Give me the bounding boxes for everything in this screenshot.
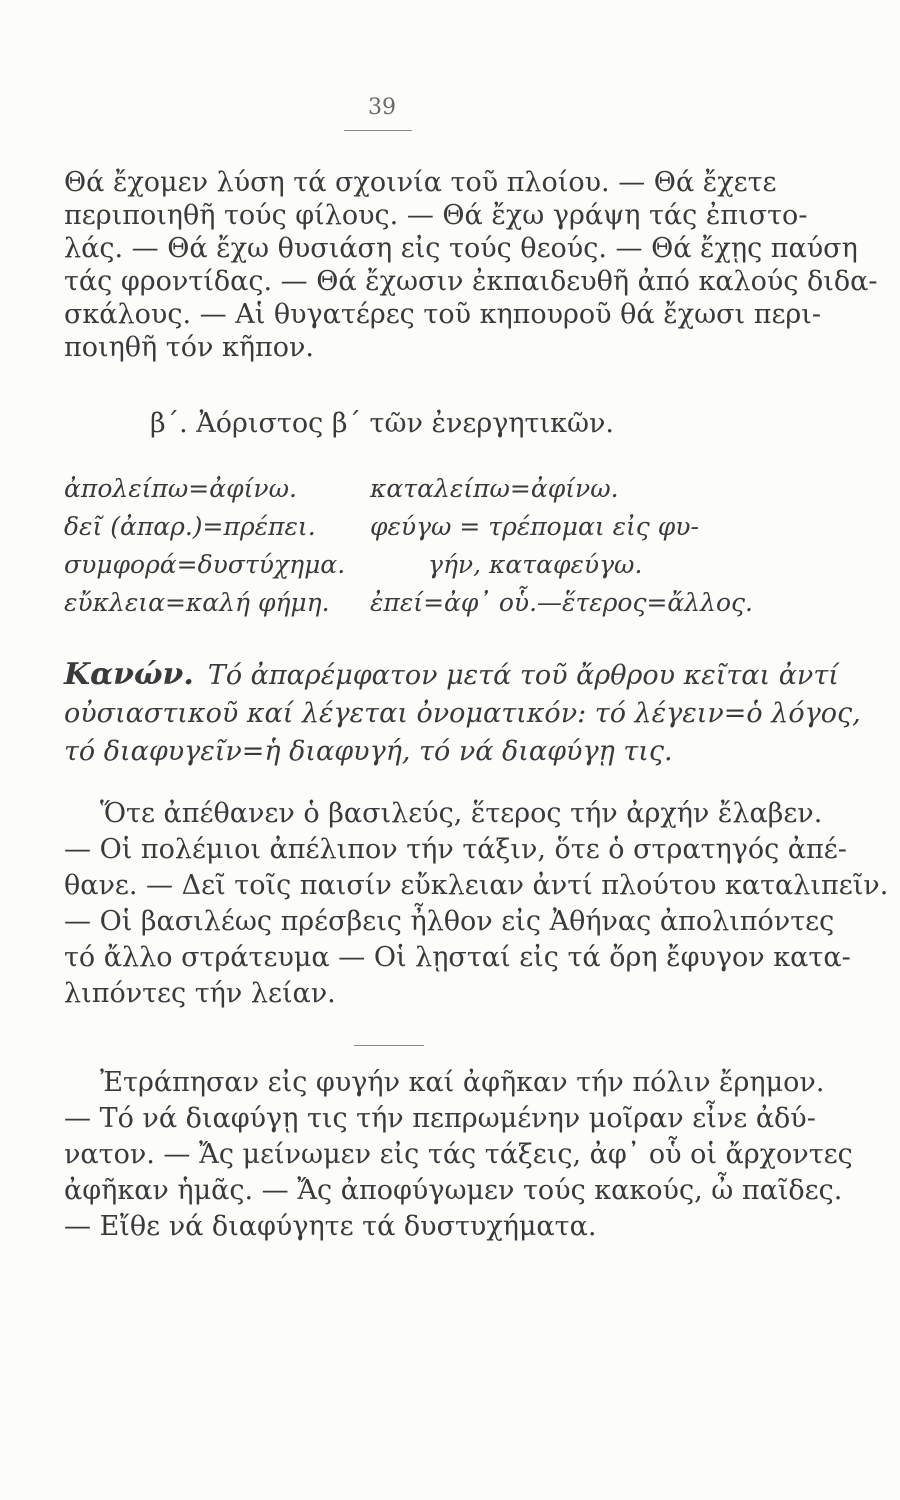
rule-line: οὐσιαστικοῦ καί λέγεται ὀνοματικόν: τό λέγειν=ὁ λόγος, xyxy=(64,698,861,729)
vocabulary-right-column xyxy=(370,470,770,622)
intro-paragraph xyxy=(64,166,878,364)
page-number-rule xyxy=(344,130,412,131)
section-heading: β΄. Ἀόριστος β΄ τῶν ἐνεργητικῶν. xyxy=(150,408,614,439)
vocabulary-entry: συμφορά=δυστύχημα. xyxy=(64,550,346,579)
text-line: — Οἱ βασιλέως πρέσβεις ἦλθον εἰς Ἀθήνας ἀπολιπόντες xyxy=(64,906,835,937)
rule-line: τό διαφυγεῖν=ἡ διαφυγή, τό νά διαφύγῃ τις. xyxy=(64,736,673,767)
text-line: ποιηθῆ τόν κῆπον. xyxy=(64,332,315,363)
page-number: 39 xyxy=(368,95,396,120)
section-divider xyxy=(354,1045,424,1046)
text-line: νατον. — Ἄς μείνωμεν εἰς τάς τάξεις, ἀφ᾽ οὗ οἱ ἄρχοντες xyxy=(64,1139,853,1170)
text-line: ἀφῆκαν ἡμᾶς. — Ἄς ἀποφύγωμεν τούς κακούς, ὦ παῖδες. xyxy=(64,1175,843,1206)
text-line: σκάλους. — Αἱ θυγατέρες τοῦ κηπουροῦ θά ἔχωσι περι- xyxy=(64,299,822,330)
text-line: Ἐτράπησαν εἰς φυγήν καί ἀφῆκαν τήν πόλιν ἔρημον. xyxy=(100,1067,825,1098)
rule-line xyxy=(64,656,839,695)
text-line: Θά ἔχομεν λύση τά σχοινία τοῦ πλοίου. — Θά ἔχετε xyxy=(64,167,777,198)
text-line: Ὅτε ἀπέθανεν ὁ βασιλεύς, ἕτερος τήν ἀρχήν ἔλαβεν. xyxy=(100,798,823,829)
vocabulary-entry: φεύγω = τρέπομαι εἰς φυ- xyxy=(370,512,699,541)
exercise-paragraph-1 xyxy=(64,796,889,1012)
text-line: λιπόντες τήν λείαν. xyxy=(64,978,336,1009)
text-line: λάς. — Θά ἔχω θυσιάση εἰς τούς θεούς. — Θά ἔχῃς παύση xyxy=(64,233,858,264)
vocabulary-entry: δεῖ (ἀπαρ.)=πρέπει. xyxy=(64,512,316,541)
rule-paragraph xyxy=(64,656,861,771)
vocabulary-entry: ἀπολείπω=ἀφίνω. xyxy=(64,474,297,503)
text-line: — Οἱ πολέμιοι ἀπέλιπον τήν τάξιν, ὅτε ὁ στρατηγός ἀπέ- xyxy=(64,834,847,865)
rule-text: Τό ἀπαρέμφατον μετά τοῦ ἄρθρου κεῖται ἀντί xyxy=(207,660,839,691)
text-line: — Τό νά διαφύγῃ τις τήν πεπρωμένην μοῖραν εἶνε ἀδύ- xyxy=(64,1103,816,1134)
vocabulary-entry: ἐπεί=ἀφ᾽ οὗ.—ἕτερος=ἄλλος. xyxy=(370,588,753,617)
exercise-paragraph-2 xyxy=(64,1065,853,1245)
rule-label: Κανών. xyxy=(64,657,194,692)
text-line: θανε. — Δεῖ τοῖς παισίν εὔκλειαν ἀντί πλούτου καταλιπεῖν. xyxy=(64,870,889,901)
text-line: — Εἴθε νά διαφύγητε τά δυστυχήματα. xyxy=(64,1211,597,1242)
vocabulary-entry: εὔκλεια=καλή φήμη. xyxy=(64,588,330,617)
text-line: τό ἄλλο στράτευμα — Οἱ λῃσταί εἰς τά ὄρη ἔφυγον κατα- xyxy=(64,942,851,973)
vocabulary-entry: καταλείπω=ἀφίνω. xyxy=(370,474,619,503)
vocabulary-entry-continuation: γήν, καταφεύγω. xyxy=(428,550,643,579)
text-line: περιποιηθῆ τούς φίλους. — Θά ἔχω γράψη τάς ἐπιστο- xyxy=(64,200,808,231)
text-line: τάς φροντίδας. — Θά ἔχωσιν ἐκπαιδευθῆ ἀπό καλούς διδα- xyxy=(64,266,878,297)
vocabulary-left-column xyxy=(64,470,364,622)
